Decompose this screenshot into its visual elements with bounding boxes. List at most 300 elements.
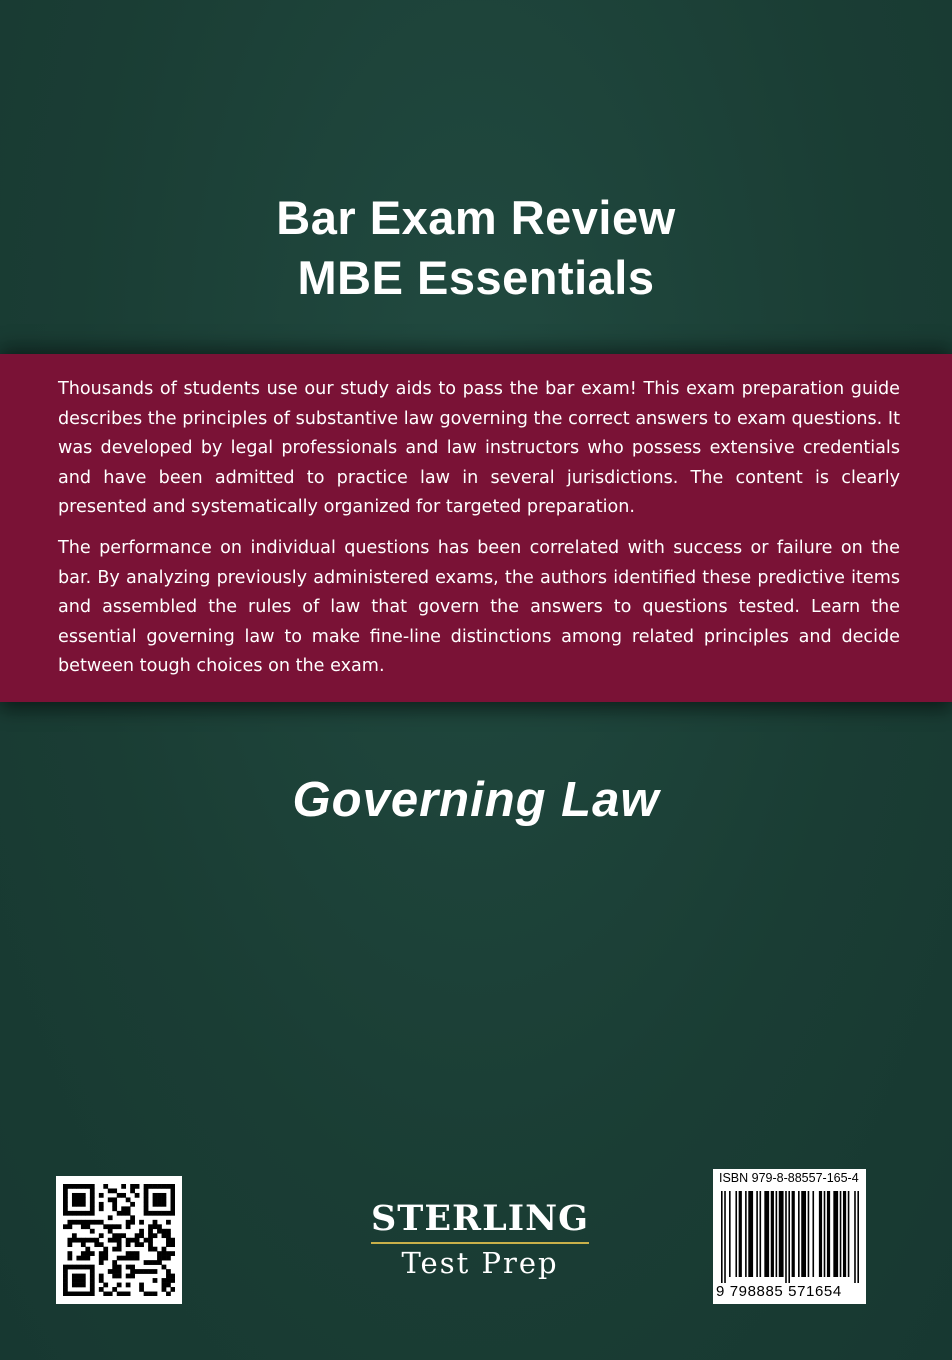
qr-code-icon — [63, 1184, 175, 1296]
qr-module — [171, 1238, 175, 1243]
qr-module — [162, 1265, 167, 1270]
qr-module — [135, 1256, 140, 1261]
qr-module — [166, 1256, 171, 1261]
qr-module — [117, 1238, 122, 1243]
qr-module — [166, 1269, 171, 1274]
qr-module — [76, 1193, 81, 1198]
barcode-bar — [792, 1191, 795, 1277]
barcode-bar — [819, 1191, 822, 1277]
qr-module — [153, 1220, 158, 1225]
qr-module — [126, 1274, 131, 1279]
qr-module — [81, 1193, 86, 1198]
qr-module — [148, 1292, 153, 1296]
qr-module — [135, 1193, 140, 1198]
qr-module — [72, 1283, 77, 1288]
barcode-bar — [833, 1191, 838, 1277]
qr-module — [76, 1197, 81, 1202]
qr-code — [56, 1176, 182, 1304]
qr-module — [76, 1202, 81, 1207]
qr-module — [67, 1265, 72, 1270]
qr-module — [130, 1269, 135, 1274]
qr-module — [148, 1224, 153, 1229]
qr-module — [171, 1202, 175, 1207]
qr-module — [171, 1206, 175, 1211]
qr-module — [112, 1238, 117, 1243]
qr-module — [157, 1184, 162, 1189]
qr-module — [81, 1224, 86, 1229]
qr-module — [144, 1260, 149, 1265]
qr-module — [63, 1197, 68, 1202]
description-paragraph-2: The performance on individual questions has been correlated with success or failure on the bar. By analyzing previously administered exams, the authors identified these predictive items and assembled the rules of law that govern the answers to questions tested. Learn the essential governing law to make fine-line distinctions among related principles and decide between tough choices on the exam. — [58, 538, 900, 676]
qr-module — [99, 1251, 104, 1256]
qr-module — [85, 1224, 90, 1229]
qr-module — [72, 1274, 77, 1279]
qr-module — [139, 1269, 144, 1274]
barcode-icon — [721, 1191, 861, 1283]
barcode-bar — [745, 1191, 747, 1277]
qr-module — [112, 1197, 117, 1202]
qr-module — [99, 1206, 104, 1211]
barcode-bar — [771, 1191, 774, 1277]
qr-module — [94, 1242, 99, 1247]
qr-module — [99, 1260, 104, 1265]
qr-module — [90, 1206, 95, 1211]
qr-module — [103, 1283, 108, 1288]
qr-module — [112, 1287, 117, 1292]
qr-module — [90, 1211, 95, 1216]
qr-module — [135, 1184, 140, 1189]
qr-module — [166, 1233, 171, 1238]
qr-module — [99, 1256, 104, 1261]
qr-module — [76, 1274, 81, 1279]
qr-module — [76, 1283, 81, 1288]
qr-module — [157, 1197, 162, 1202]
qr-module — [148, 1233, 153, 1238]
qr-module — [171, 1184, 175, 1189]
barcode-bar — [739, 1191, 742, 1277]
qr-module — [108, 1197, 113, 1202]
qr-module — [67, 1224, 72, 1229]
qr-module — [76, 1220, 81, 1225]
qr-module — [85, 1211, 90, 1216]
qr-module — [72, 1292, 77, 1296]
publisher-name: STERLING — [371, 1198, 589, 1239]
description-band — [0, 354, 952, 702]
qr-module — [63, 1283, 68, 1288]
qr-module — [63, 1206, 68, 1211]
qr-module — [67, 1238, 72, 1243]
qr-module — [130, 1220, 135, 1225]
barcode-bar — [824, 1191, 826, 1277]
qr-module — [81, 1283, 86, 1288]
qr-module — [67, 1251, 72, 1256]
description-paragraph-1: Thousands of students use our study aids to pass the bar exam! This exam preparation guide describes the principles of substantive law governing the correct answers to exam questions. It was developed by legal professionals and law instructors who possess extensive credentials and have been admitted to practice law in several jurisdictions. The content is clearly presented and systematically organized for targeted preparation. — [58, 379, 900, 517]
book-subtitle: Governing Law — [292, 773, 660, 827]
qr-module — [121, 1233, 126, 1238]
qr-module — [108, 1229, 113, 1234]
qr-module — [81, 1197, 86, 1202]
qr-module — [90, 1265, 95, 1270]
qr-module — [139, 1220, 144, 1225]
qr-module — [76, 1211, 81, 1216]
qr-module — [90, 1193, 95, 1198]
qr-module — [162, 1256, 167, 1261]
qr-module — [135, 1269, 140, 1274]
qr-module — [162, 1283, 167, 1288]
qr-module — [63, 1274, 68, 1279]
barcode-bar — [848, 1191, 850, 1277]
barcode-bar — [808, 1191, 810, 1277]
title-line-2: MBE Essentials — [297, 251, 655, 304]
qr-module — [166, 1251, 171, 1256]
qr-module — [90, 1229, 95, 1234]
qr-module — [144, 1206, 149, 1211]
qr-module — [126, 1265, 131, 1270]
qr-module — [72, 1238, 77, 1243]
barcode-bar — [843, 1191, 846, 1277]
qr-module — [72, 1184, 77, 1189]
qr-module — [76, 1278, 81, 1283]
qr-module — [117, 1224, 122, 1229]
qr-module — [63, 1278, 68, 1283]
qr-module — [126, 1206, 131, 1211]
qr-module — [162, 1247, 167, 1252]
qr-module — [121, 1206, 126, 1211]
barcode-bar — [785, 1191, 787, 1283]
qr-module — [112, 1224, 117, 1229]
qr-module — [81, 1292, 86, 1296]
qr-module — [103, 1292, 108, 1296]
qr-module — [63, 1292, 68, 1296]
qr-module — [166, 1220, 171, 1225]
qr-module — [144, 1193, 149, 1198]
qr-module — [90, 1292, 95, 1296]
qr-module — [72, 1278, 77, 1283]
qr-module — [112, 1269, 117, 1274]
qr-module — [63, 1287, 68, 1292]
qr-module — [130, 1215, 135, 1220]
qr-module — [103, 1256, 108, 1261]
qr-module — [148, 1238, 153, 1243]
qr-module — [153, 1260, 158, 1265]
qr-module — [139, 1287, 144, 1292]
qr-module — [117, 1265, 122, 1270]
qr-module — [103, 1251, 108, 1256]
qr-module — [99, 1202, 104, 1207]
qr-module — [117, 1269, 122, 1274]
barcode-bar — [729, 1191, 731, 1277]
isbn-label: ISBN 979-8-88557-165-4 — [719, 1171, 859, 1185]
qr-module — [72, 1211, 77, 1216]
qr-module — [166, 1211, 171, 1216]
qr-module — [144, 1188, 149, 1193]
qr-module — [121, 1193, 126, 1198]
qr-module — [67, 1220, 72, 1225]
qr-module — [112, 1274, 117, 1279]
qr-module — [72, 1197, 77, 1202]
isbn-barcode — [713, 1169, 866, 1304]
qr-module — [166, 1242, 171, 1247]
qr-module — [112, 1202, 117, 1207]
qr-module — [117, 1233, 122, 1238]
qr-module — [121, 1292, 126, 1296]
qr-module — [126, 1283, 131, 1288]
qr-module — [171, 1287, 175, 1292]
qr-module — [148, 1269, 153, 1274]
qr-module — [126, 1220, 131, 1225]
qr-module — [166, 1238, 171, 1243]
qr-module — [117, 1292, 122, 1296]
qr-module — [90, 1251, 95, 1256]
qr-module — [130, 1251, 135, 1256]
qr-module — [126, 1251, 131, 1256]
qr-module — [157, 1211, 162, 1216]
logo-divider — [371, 1242, 589, 1244]
qr-module — [166, 1292, 171, 1296]
qr-module — [144, 1269, 149, 1274]
qr-module — [90, 1287, 95, 1292]
qr-module — [130, 1238, 135, 1243]
barcode-bar — [735, 1191, 737, 1277]
qr-module — [117, 1274, 122, 1279]
qr-module — [90, 1184, 95, 1189]
qr-module — [157, 1224, 162, 1229]
qr-module — [153, 1233, 158, 1238]
qr-module — [117, 1256, 122, 1261]
qr-module — [153, 1197, 158, 1202]
qr-module — [63, 1202, 68, 1207]
qr-module — [67, 1242, 72, 1247]
qr-module — [85, 1256, 90, 1261]
qr-module — [135, 1233, 140, 1238]
qr-module — [108, 1238, 113, 1243]
qr-module — [63, 1224, 68, 1229]
qr-module — [166, 1283, 171, 1288]
qr-module — [103, 1247, 108, 1252]
book-title — [0, 188, 952, 308]
qr-module — [76, 1238, 81, 1243]
qr-module — [126, 1238, 131, 1243]
qr-module — [130, 1256, 135, 1261]
qr-module — [90, 1269, 95, 1274]
qr-module — [90, 1238, 95, 1243]
qr-module — [108, 1269, 113, 1274]
qr-module — [72, 1265, 77, 1270]
qr-module — [112, 1265, 117, 1270]
qr-module — [112, 1188, 117, 1193]
qr-module — [144, 1238, 149, 1243]
qr-module — [171, 1278, 175, 1283]
qr-module — [139, 1283, 144, 1288]
qr-module — [85, 1184, 90, 1189]
qr-module — [162, 1197, 167, 1202]
qr-module — [135, 1238, 140, 1243]
qr-module — [121, 1256, 126, 1261]
qr-module — [157, 1260, 162, 1265]
qr-module — [76, 1265, 81, 1270]
qr-module — [171, 1193, 175, 1198]
ean-digits: 9 798885 571654 — [716, 1283, 842, 1300]
qr-module — [117, 1283, 122, 1288]
qr-module — [144, 1202, 149, 1207]
qr-module — [81, 1238, 86, 1243]
barcode-bar — [721, 1191, 723, 1283]
qr-module — [162, 1202, 167, 1207]
qr-module — [85, 1238, 90, 1243]
barcode-bar — [798, 1191, 800, 1277]
qr-module — [121, 1184, 126, 1189]
qr-module — [85, 1251, 90, 1256]
qr-module — [67, 1256, 72, 1261]
qr-module — [103, 1224, 108, 1229]
qr-module — [99, 1287, 104, 1292]
qr-module — [72, 1193, 77, 1198]
barcode-bar — [764, 1191, 769, 1277]
qr-module — [162, 1251, 167, 1256]
qr-module — [81, 1211, 86, 1216]
qr-module — [108, 1292, 113, 1296]
qr-module — [135, 1251, 140, 1256]
barcode-bar — [801, 1191, 806, 1277]
qr-module — [94, 1238, 99, 1243]
publisher-logo — [350, 1200, 610, 1280]
qr-module — [112, 1233, 117, 1238]
qr-module — [72, 1233, 77, 1238]
qr-module — [171, 1242, 175, 1247]
qr-module — [153, 1224, 158, 1229]
qr-module — [99, 1233, 104, 1238]
barcode-bar — [779, 1191, 784, 1277]
barcode-bar — [724, 1191, 726, 1283]
qr-module — [153, 1292, 158, 1296]
qr-module — [153, 1247, 158, 1252]
qr-module — [148, 1260, 153, 1265]
qr-module — [112, 1260, 117, 1265]
barcode-bar — [840, 1191, 842, 1277]
barcode-bar — [776, 1191, 778, 1277]
qr-module — [63, 1269, 68, 1274]
qr-module — [157, 1229, 162, 1234]
qr-module — [108, 1215, 113, 1220]
qr-module — [67, 1292, 72, 1296]
qr-module — [90, 1274, 95, 1279]
qr-module — [76, 1292, 81, 1296]
qr-module — [157, 1251, 162, 1256]
qr-module — [162, 1193, 167, 1198]
qr-module — [67, 1211, 72, 1216]
qr-module — [72, 1202, 77, 1207]
qr-module — [63, 1211, 68, 1216]
qr-module — [148, 1242, 153, 1247]
qr-module — [130, 1184, 135, 1189]
qr-module — [139, 1229, 144, 1234]
qr-module — [63, 1188, 68, 1193]
qr-module — [130, 1265, 135, 1270]
qr-module — [81, 1184, 86, 1189]
qr-module — [94, 1220, 99, 1225]
qr-module — [112, 1247, 117, 1252]
qr-module — [63, 1184, 68, 1189]
qr-module — [130, 1274, 135, 1279]
qr-module — [153, 1269, 158, 1274]
qr-module — [121, 1211, 126, 1216]
qr-module — [144, 1184, 149, 1189]
qr-module — [72, 1220, 77, 1225]
qr-module — [153, 1184, 158, 1189]
qr-module — [85, 1292, 90, 1296]
qr-module — [171, 1197, 175, 1202]
qr-module — [157, 1193, 162, 1198]
qr-module — [171, 1274, 175, 1279]
qr-module — [162, 1278, 167, 1283]
qr-module — [90, 1202, 95, 1207]
qr-module — [166, 1229, 171, 1234]
qr-module — [126, 1242, 131, 1247]
barcode-bar — [748, 1191, 753, 1277]
qr-module — [112, 1206, 117, 1211]
qr-module — [126, 1256, 131, 1261]
qr-module — [76, 1256, 81, 1261]
qr-module — [90, 1188, 95, 1193]
qr-module — [144, 1211, 149, 1216]
qr-module — [139, 1242, 144, 1247]
qr-module — [108, 1224, 113, 1229]
qr-module — [166, 1274, 171, 1279]
barcode-bar — [812, 1191, 814, 1277]
qr-module — [81, 1202, 86, 1207]
qr-module — [162, 1211, 167, 1216]
qr-module — [90, 1220, 95, 1225]
qr-module — [90, 1278, 95, 1283]
barcode-bar — [854, 1191, 856, 1283]
qr-module — [126, 1292, 131, 1296]
barcode-bar — [760, 1191, 762, 1277]
barcode-bar — [857, 1191, 859, 1283]
qr-module — [117, 1211, 122, 1216]
qr-module — [153, 1193, 158, 1198]
qr-module — [130, 1188, 135, 1193]
qr-module — [126, 1197, 131, 1202]
qr-module — [85, 1265, 90, 1270]
qr-module — [85, 1220, 90, 1225]
qr-module — [126, 1224, 131, 1229]
qr-module — [171, 1251, 175, 1256]
qr-module — [162, 1233, 167, 1238]
qr-module — [90, 1283, 95, 1288]
qr-module — [144, 1197, 149, 1202]
qr-module — [99, 1274, 104, 1279]
qr-module — [171, 1211, 175, 1216]
barcode-bar — [788, 1191, 790, 1283]
qr-module — [85, 1247, 90, 1252]
qr-module — [144, 1292, 149, 1296]
qr-module — [148, 1229, 153, 1234]
qr-module — [148, 1211, 153, 1216]
qr-module — [81, 1265, 86, 1270]
qr-module — [157, 1202, 162, 1207]
qr-module — [162, 1184, 167, 1189]
qr-module — [81, 1242, 86, 1247]
qr-module — [166, 1278, 171, 1283]
qr-module — [81, 1251, 86, 1256]
qr-module — [90, 1197, 95, 1202]
qr-module — [157, 1256, 162, 1261]
qr-module — [162, 1229, 167, 1234]
qr-module — [153, 1202, 158, 1207]
qr-module — [63, 1193, 68, 1198]
barcode-bar — [827, 1191, 830, 1277]
barcode-bar — [756, 1191, 758, 1277]
